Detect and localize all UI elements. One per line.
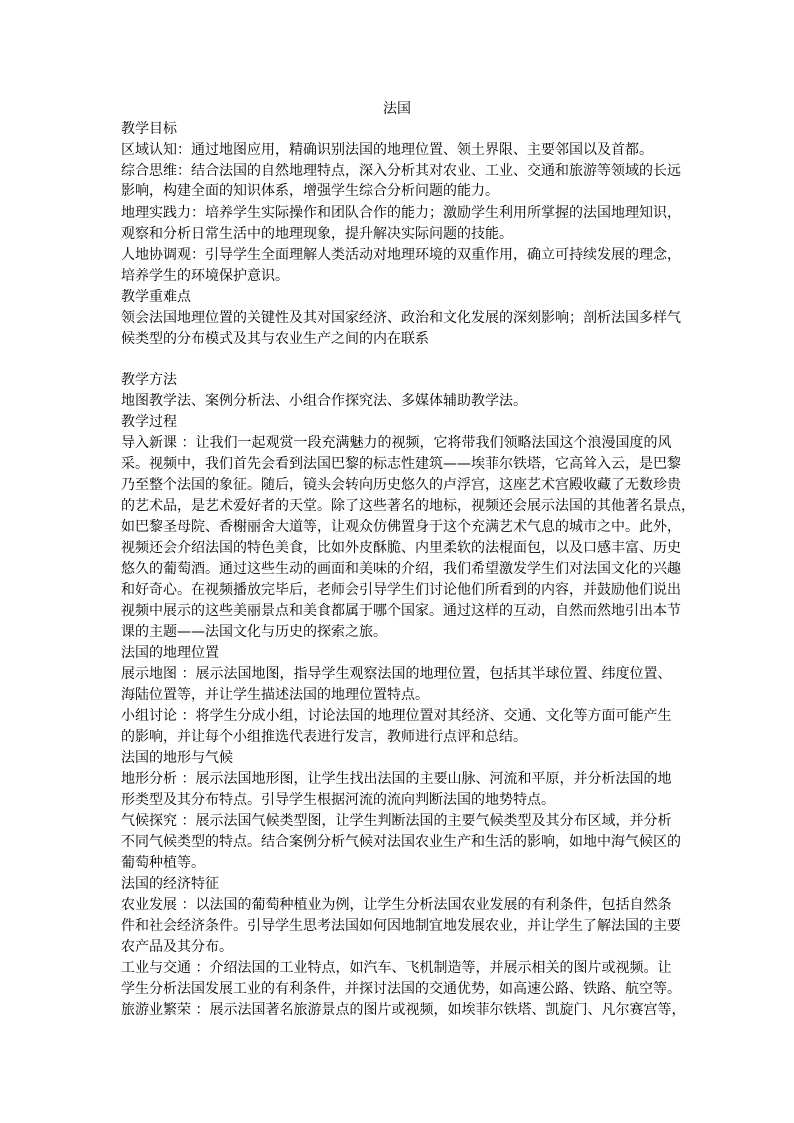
- text-line: 小组讨论 ：将学生分成小组，讨论法国的地理位置对其经济、交通、文化等方面可能产生: [121, 708, 672, 724]
- heading-objectives: 教学目标: [121, 121, 177, 137]
- text-line: 地图教学法、案例分析法、小组合作探究法、多媒体辅助教学法。: [121, 393, 527, 409]
- text-line: 不同气候类型的特点。结合案例分析气候对法国农业生产和生活的影响，如地中海气候区的: [121, 834, 681, 850]
- text-line: 展示地图 ：展示法国地图，指导学生观察法国的地理位置，包括其半球位置、纬度位置、: [121, 666, 672, 682]
- text-line: 气候探究 ：展示法国气候类型图，让学生判断法国的主要气候类型及其分布区域，并分析: [121, 813, 672, 829]
- text-line: 乃至整个法国的象征。随后，镜头会转向历史悠久的卢浮宫，这座艺术宫殿收藏了无数珍贵: [121, 477, 681, 493]
- text-line: 海陆位置等，并让学生描述法国的地理位置特点。: [121, 687, 429, 703]
- heading-process: 教学过程: [121, 414, 177, 430]
- text-line: 农业发展 ：以法国的葡萄种植业为例，让学生分析法国农业发展的有利条件，包括自然条: [121, 897, 672, 913]
- text-line: 农产品及其分布。: [121, 939, 233, 955]
- heading-key-points: 教学重难点: [121, 289, 191, 305]
- text-line: 的影响，并让每个小组推选代表进行发言，教师进行点评和总结。: [121, 729, 527, 745]
- text-line: 视频还会介绍法国的特色美食，比如外皮酥脆、内里柔软的法棍面包，以及口感丰富、历史: [121, 540, 681, 556]
- heading-methods: 教学方法: [121, 372, 177, 388]
- text-line: 影响，构建全面的知识体系，增强学生综合分析问题的能力。: [121, 183, 499, 199]
- text-line: 课的主题——法国文化与历史的探索之旅。: [121, 624, 387, 640]
- text-line: 旅游业繁荣 ：展示法国著名旅游景点的图片或视频，如埃菲尔铁塔、凯旋门、凡尔赛宫等，: [121, 1002, 686, 1018]
- text-line: 如巴黎圣母院、香榭丽舍大道等，让观众仿佛置身于这个充满艺术气息的城市之中。此外，: [121, 519, 681, 535]
- document-title: 法国: [383, 101, 411, 117]
- heading-economy: 法国的经济特征: [121, 876, 219, 892]
- text-line: 领会法国地理位置的关键性及其对国家经济、政治和文化发展的深刻影响；剖析法国多样气: [121, 310, 681, 326]
- text-line: 候类型的分布模式及其与农业生产之间的内在联系: [121, 331, 429, 347]
- text-line: 悠久的葡萄酒。通过这些生动的画面和美味的介绍，我们希望激发学生们对法国文化的兴趣: [121, 561, 681, 577]
- text-line: 学生分析法国发展工业的有利条件，并探讨法国的交通优势，如高速公路、铁路、航空等。: [121, 981, 681, 997]
- text-line: 和好奇心。在视频播放完毕后，老师会引导学生们讨论他们所看到的内容，并鼓励他们说出: [121, 582, 681, 598]
- heading-location: 法国的地理位置: [121, 645, 219, 661]
- text-line: 地形分析 ：展示法国地形图，让学生找出法国的主要山脉、河流和平原，并分析法国的地: [121, 771, 672, 787]
- text-line: 工业与交通 ：介绍法国的工业特点，如汽车、飞机制造等，并展示相关的图片或视频。让: [121, 960, 672, 976]
- text-line: 观察和分析日常生活中的地理现象，提升解决实际问题的技能。: [121, 226, 513, 242]
- text-line: 导入新课 ：让我们一起观赏一段充满魅力的视频，它将带我们领略法国这个浪漫国度的风: [121, 435, 672, 451]
- text-line: 综合思维：结合法国的自然地理特点，深入分析其对农业、工业、交通和旅游等领域的长远: [121, 163, 681, 179]
- text-line: 形类型及其分布特点。引导学生根据河流的流向判断法国的地势特点。: [121, 792, 555, 808]
- text-line: 培养学生的环境保护意识。: [121, 268, 289, 284]
- text-line: 的艺术品，是艺术爱好者的天堂。除了这些著名的地标，视频还会展示法国的其他著名景点，: [121, 498, 695, 514]
- text-line: 区域认知：通过地图应用，精确识别法国的地理位置、领土界限、主要邻国以及首都。: [121, 142, 653, 158]
- text-line: 件和社会经济条件。引导学生思考法国如何因地制宜地发展农业，并让学生了解法国的主要: [121, 918, 681, 934]
- text-line: 视频中展示的这些美丽景点和美食都属于哪个国家。通过这样的互动，自然而然地引出本节: [121, 603, 681, 619]
- text-line: 采。视频中，我们首先会看到法国巴黎的标志性建筑——埃菲尔铁塔，它高耸入云，是巴黎: [121, 456, 681, 472]
- text-line: 地理实践力：培养学生实际操作和团队合作的能力；激励学生利用所掌握的法国地理知识，: [121, 205, 681, 221]
- heading-terrain-climate: 法国的地形与气候: [121, 750, 233, 766]
- text-line: 葡萄种植等。: [121, 855, 205, 871]
- text-line: 人地协调观：引导学生全面理解人类活动对地理环境的双重作用，确立可持续发展的理念，: [121, 247, 681, 263]
